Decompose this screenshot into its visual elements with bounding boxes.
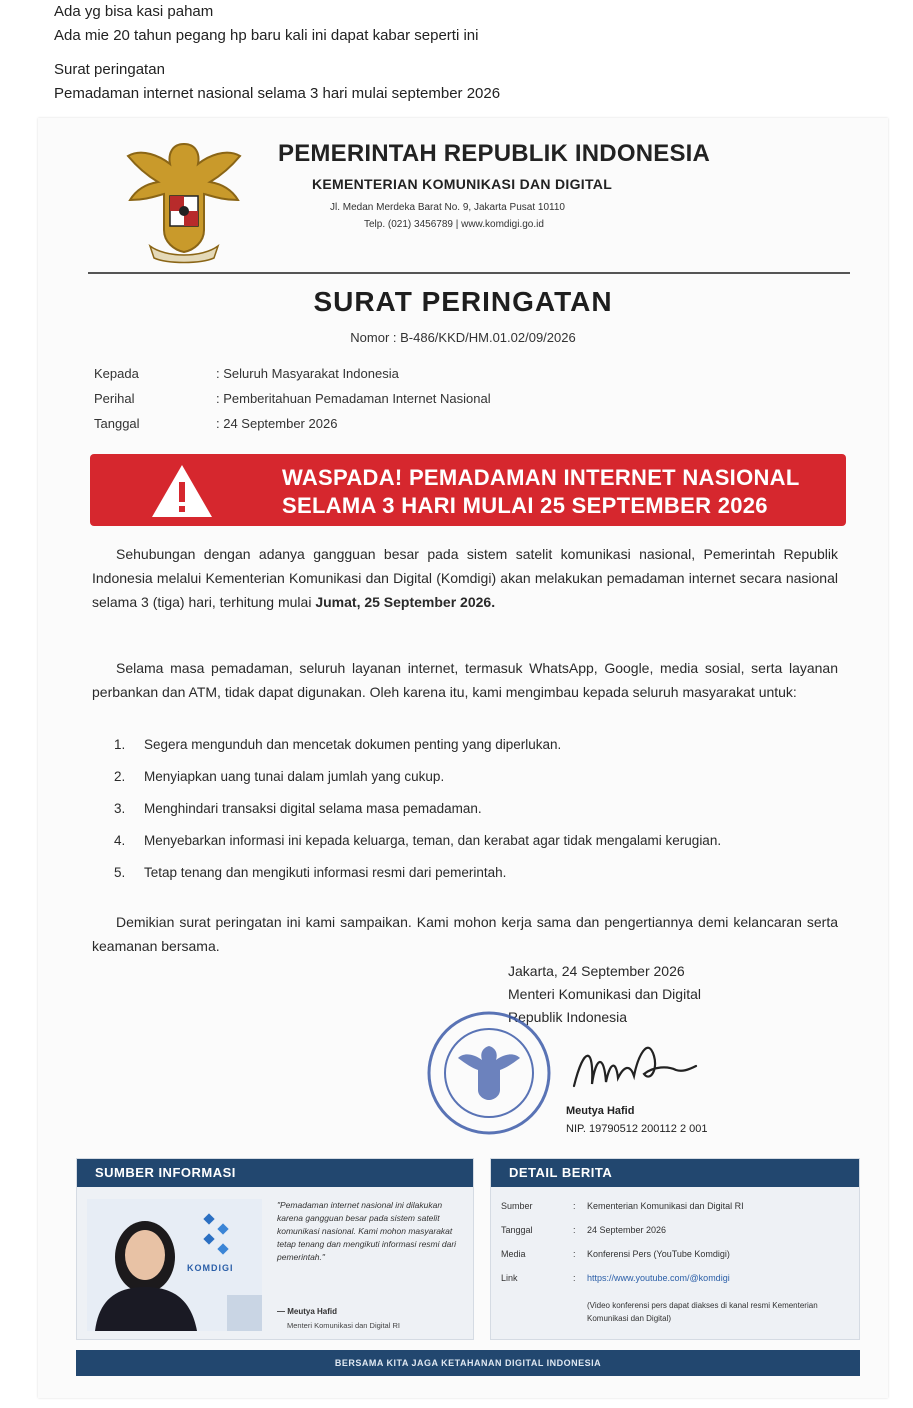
list-item [114, 862, 838, 884]
place-date: Jakarta, 24 September 2026 [508, 963, 685, 979]
caption-line: Surat peringatan [54, 61, 165, 78]
caption-line: Ada mie 20 tahun pegang hp baru kali ini dapat kabar seperti ini [54, 27, 479, 44]
detail-key: Tanggal [501, 1225, 533, 1235]
meta-value: : Seluruh Masyarakat Indonesia [216, 366, 399, 381]
detail-panel [490, 1158, 860, 1340]
komdigi-logo-text: KOMDIGI [187, 1263, 234, 1273]
minister-photo [87, 1199, 262, 1331]
paragraph-text: Sehubungan dengan adanya gangguan besar pada sistem satelit komunikasi nasional, Pemerintah Republik Indonesia melalui Kementerian Komunikasi dan Digital (Komdigi) akan melakukan pemadaman internet secara nasional selama 3 (tiga) hari, terhitung mulai [92, 546, 838, 610]
list-number: 5. [114, 865, 126, 880]
meta-row [94, 391, 491, 416]
official-stamp-icon [424, 1008, 554, 1138]
list-item [114, 798, 838, 820]
paragraph-1 [92, 542, 838, 614]
ministry-address: Jl. Medan Merdeka Barat No. 9, Jakarta Pusat 10110 [330, 202, 565, 213]
signer-position: Menteri Komunikasi dan Digital [508, 986, 701, 1002]
letter-meta [94, 366, 491, 441]
detail-key: Media [501, 1249, 526, 1259]
minister-portrait-icon [87, 1199, 262, 1331]
detail-note: (Video konferensi pers dapat diakses di kanal resmi Kementerian Komunikasi dan Digital) [587, 1301, 818, 1323]
meta-row [94, 366, 491, 391]
source-panel-heading: SUMBER INFORMASI [77, 1159, 473, 1187]
list-item [114, 766, 838, 788]
signer-name: Meutya Hafid [566, 1105, 635, 1117]
list-item [114, 830, 838, 852]
detail-value: Kementerian Komunikasi dan Digital RI [587, 1201, 744, 1211]
banner-line: WASPADA! PEMADAMAN INTERNET NASIONAL [282, 465, 800, 490]
paragraph-3: Demikian surat peringatan ini kami sampaikan. Kami mohon kerja sama dan pengertiannya demi kelancaran serta keamanan bersama. [92, 914, 838, 954]
paragraph-2: Selama masa pemadaman, seluruh layanan internet, termasuk WhatsApp, Google, media sosial, serta layanan perbankan dan ATM, tidak dapat digunakan. Oleh karena itu, kami mengimbau kepada seluruh masyarakat untuk: [92, 660, 838, 700]
list-text: Menyiapkan uang tunai dalam jumlah yang cukup. [144, 769, 445, 784]
warning-triangle-icon [150, 462, 214, 520]
letterhead [278, 140, 718, 230]
quote-author-role: Menteri Komunikasi dan Digital RI [287, 1321, 400, 1330]
detail-row: Tanggal : 24 September 2026 [501, 1225, 851, 1249]
detail-panel-heading: DETAIL BERITA [491, 1159, 859, 1187]
list-number: 3. [114, 801, 126, 816]
signer-country: Republik Indonesia [508, 1009, 628, 1025]
detail-link[interactable]: https://www.youtube.com/@komdigi [587, 1273, 730, 1283]
meta-value: : 24 September 2026 [216, 416, 338, 431]
paragraph-date: Jumat, 25 September 2026. [315, 594, 496, 610]
detail-row: Media : Konferensi Pers (YouTube Komdigi) [501, 1249, 851, 1273]
list-number: 1. [114, 737, 126, 752]
meta-row [94, 416, 491, 441]
banner-line: SELAMA 3 HARI MULAI 25 SEPTEMBER 2026 [282, 493, 768, 518]
post-caption [54, 0, 884, 106]
detail-value: Konferensi Pers (YouTube Komdigi) [587, 1249, 730, 1259]
meta-value: : Pemberitahuan Pemadaman Internet Nasional [216, 391, 491, 406]
garuda-emblem-icon [120, 134, 248, 268]
list-number: 2. [114, 769, 126, 784]
instruction-list [114, 734, 838, 894]
footer-slogan: BERSAMA KITA JAGA KETAHANAN DIGITAL INDONESIA [76, 1350, 860, 1376]
ministry-name: KEMENTERIAN KOMUNIKASI DAN DIGITAL [312, 176, 613, 192]
header-divider [88, 272, 850, 274]
caption-line: Ada yg bisa kasi paham [54, 3, 214, 20]
ministry-contact: Telp. (021) 3456789 | www.komdigi.go.id [364, 219, 544, 230]
letter-title: SURAT PERINGATAN [313, 286, 613, 317]
signer-details [566, 1102, 708, 1138]
signer-nip: NIP. 19790512 200112 2 001 [566, 1123, 708, 1135]
warning-banner [90, 454, 846, 526]
meta-key: Kepada [94, 366, 139, 381]
list-item [114, 734, 838, 756]
source-panel [76, 1158, 474, 1340]
detail-row: Link : https://www.youtube.com/@komdigi [501, 1273, 851, 1297]
detail-key: Sumber [501, 1201, 533, 1211]
handwritten-signature [564, 1026, 704, 1106]
caption-line: Pemadaman internet nasional selama 3 hari mulai september 2026 [54, 85, 501, 102]
minister-quote: "Pemadaman internet nasional ini dilakukan karena gangguan besar pada sistem satelit komunikasi nasional. Kami mohon masyarakat tetap tenang dan mengikuti informasi resmi dari pemerintah." [277, 1200, 457, 1262]
list-number: 4. [114, 833, 126, 848]
list-text: Menghindari transaksi digital selama masa pemadaman. [144, 801, 482, 816]
list-text: Segera mengunduh dan mencetak dokumen penting yang diperlukan. [144, 737, 562, 752]
list-text: Menyebarkan informasi ini kepada keluarga, teman, dan kerabat agar tidak mengalami kerugian. [144, 833, 722, 848]
meta-key: Perihal [94, 391, 135, 406]
detail-key: Link [501, 1273, 518, 1283]
detail-row: Sumber : Kementerian Komunikasi dan Digital RI [501, 1201, 851, 1225]
government-name: PEMERINTAH REPUBLIK INDONESIA [278, 140, 711, 167]
detail-value: 24 September 2026 [587, 1225, 667, 1235]
letter-number: Nomor : B-486/KKD/HM.01.02/09/2026 [350, 330, 576, 345]
detail-rows [501, 1201, 851, 1325]
list-text: Tetap tenang dan mengikuti informasi resmi dari pemerintah. [144, 865, 507, 880]
letter-image[interactable] [38, 118, 888, 1398]
quote-author: — Meutya Hafid [277, 1307, 338, 1316]
banner-text [282, 464, 800, 520]
meta-key: Tanggal [94, 416, 140, 431]
